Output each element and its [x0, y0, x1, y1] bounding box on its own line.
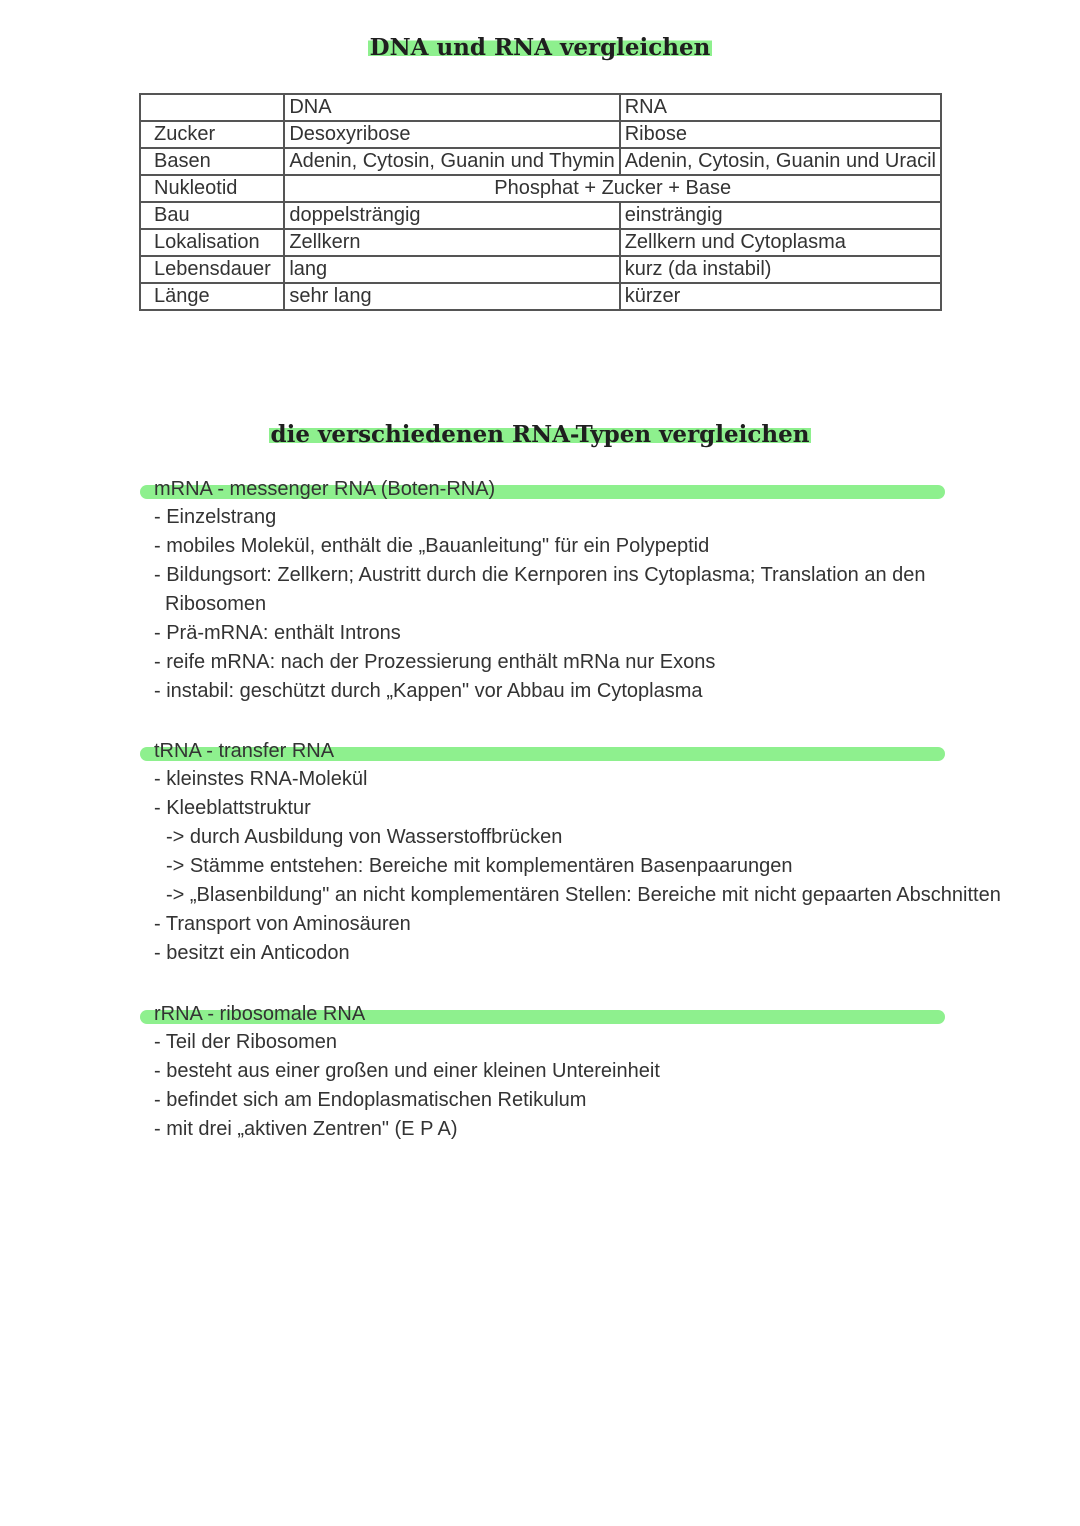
table-header-cell [140, 94, 284, 121]
sub-list-item: -> „Blasenbildung" an nicht komplementären Stellen: Bereiche mit nicht gepaarten Abschnitten [166, 884, 1001, 906]
table-cell-dna: sehr lang [284, 283, 619, 310]
table-row [140, 202, 941, 229]
mrna-heading [140, 476, 945, 503]
list-item: - befindet sich am Endoplasmatischen Retikulum [154, 1089, 587, 1111]
table-cell-dna: doppelsträngig [284, 202, 619, 229]
list-item: - besitzt ein Anticodon [154, 942, 350, 964]
sub-list-item: -> durch Ausbildung von Wasserstoffbrücken [166, 826, 563, 848]
section-title [0, 421, 1080, 448]
list-item: - kleinstes RNA-Molekül [154, 768, 368, 790]
table-cell-rna: Adenin, Cytosin, Guanin und Uracil [620, 148, 941, 175]
table-cell-dna: Zellkern [284, 229, 619, 256]
table-cell-rna: kurz (da instabil) [620, 256, 941, 283]
table-row [140, 283, 941, 310]
list-item: - Bildungsort: Zellkern; Austritt durch die Kernporen ins Cytoplasma; Translation an den Ribosomen [154, 564, 926, 615]
section-title-text: die verschiedenen RNA-Typen vergleichen [270, 421, 810, 448]
trna-section [140, 738, 1001, 968]
table-cell-dna: Desoxyribose [284, 121, 619, 148]
mrna-section [140, 476, 945, 706]
table-cell-label: Zucker [140, 121, 284, 148]
table-cell-rna: kürzer [620, 283, 941, 310]
list-item: - Teil der Ribosomen [154, 1031, 338, 1053]
table-cell-label: Länge [140, 283, 284, 310]
table-header-row [140, 94, 941, 121]
table-row [140, 175, 941, 202]
table-cell-dna: lang [284, 256, 619, 283]
list-item: - Kleeblattstruktur [154, 797, 311, 819]
comparison-table [139, 93, 942, 311]
table-header-cell: DNA [284, 94, 619, 121]
table-cell-label: Lebensdauer [140, 256, 284, 283]
sub-list-item: -> Stämme entstehen: Bereiche mit komplementären Basenpaarungen [166, 855, 793, 877]
table-cell-rna: Ribose [620, 121, 941, 148]
table-cell-rna: einsträngig [620, 202, 941, 229]
list-item: - mit drei „aktiven Zentren" (E P A) [154, 1118, 458, 1140]
table-header-cell: RNA [620, 94, 941, 121]
table-row [140, 148, 941, 175]
table-row [140, 121, 941, 148]
list-item: - Einzelstrang [154, 506, 277, 528]
page-title-text: DNA und RNA vergleichen [369, 34, 711, 61]
list-item: - Transport von Aminosäuren [154, 913, 411, 935]
rrna-section [140, 1001, 945, 1144]
table-cell-label: Lokalisation [140, 229, 284, 256]
table-cell-dna: Adenin, Cytosin, Guanin und Thymin [284, 148, 619, 175]
trna-heading-text: tRNA - transfer RNA [154, 740, 335, 762]
trna-heading [140, 738, 945, 765]
list-item: - mobiles Molekül, enthält die „Bauanleitung" für ein Polypeptid [154, 535, 710, 557]
table-cell-label: Basen [140, 148, 284, 175]
rrna-heading-text: rRNA - ribosomale RNA [154, 1003, 366, 1025]
list-item: - instabil: geschützt durch „Kappen" vor Abbau im Cytoplasma [154, 680, 703, 702]
rrna-heading [140, 1001, 945, 1028]
page-title [0, 34, 1080, 61]
table-cell-rna: Zellkern und Cytoplasma [620, 229, 941, 256]
table-cell-label: Nukleotid [140, 175, 284, 202]
list-item: - Prä-mRNA: enthält Introns [154, 622, 401, 644]
list-item: - reife mRNA: nach der Prozessierung enthält mRNa nur Exons [154, 651, 716, 673]
table-cell-label: Bau [140, 202, 284, 229]
table-row [140, 256, 941, 283]
table-row [140, 229, 941, 256]
table-cell-shared: Phosphat + Zucker + Base [284, 175, 941, 202]
mrna-heading-text: mRNA - messenger RNA (Boten-RNA) [154, 478, 496, 500]
list-item: - besteht aus einer großen und einer kleinen Untereinheit [154, 1060, 660, 1082]
